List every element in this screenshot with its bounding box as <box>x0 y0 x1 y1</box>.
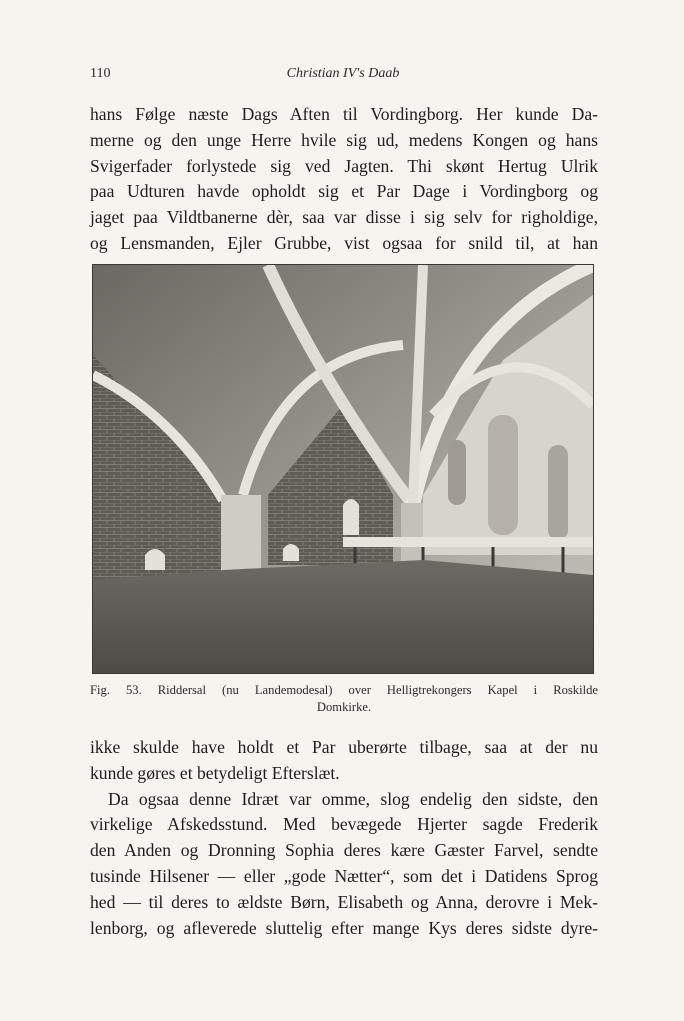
floor <box>93 560 593 673</box>
text-line: hans Følge næste Dags Aften til Vordingborg. Her kunde Da- <box>90 104 598 124</box>
figure-photograph-riddersal <box>92 264 594 674</box>
tall-window <box>488 415 518 535</box>
text-line: ikke skulde have holdt et Par uberørte tilbage, saa at der nu <box>90 737 598 757</box>
text-line: tusinde Hilsener — eller „gode Nætter“, som det i Datidens Sprog <box>90 865 598 886</box>
running-title: Christian IV's Daab <box>286 66 400 81</box>
page-number: 110 <box>90 66 111 81</box>
text-line: virkelige Afskedsstund. Med bevægede Hjerter sagde Frederik <box>90 814 598 835</box>
text-line: og Lensmanden, Ejler Grubbe, vist ogsaa for snild til, at han <box>90 232 598 253</box>
arched-doorway <box>283 544 299 561</box>
arched-window <box>343 499 359 535</box>
text-line: kunde gøres et betydeligt Efterslæt. <box>90 762 340 783</box>
arched-doorway <box>145 549 165 570</box>
pier <box>221 495 261 573</box>
text-line: Svigerfader forlystede sig ved Jagten. Thi skønt Hertug Ulrik <box>90 155 598 176</box>
running-head <box>90 66 596 86</box>
arched-window <box>548 445 568 540</box>
text-line: paa Udturen havde opholdt sig et Par Dage i Vordingborg og <box>90 181 598 202</box>
caption-line: Domkirke. <box>316 699 372 714</box>
text-line: jaget paa Vildtbanerne dèr, saa var disse i sig selv for righoldige, <box>90 207 598 228</box>
figure-caption <box>90 682 598 715</box>
caption-line: Fig. 53. Riddersal (nu Landemodesal) over Helligtrekongers Kapel i Roskilde <box>90 683 598 697</box>
long-table <box>343 537 593 547</box>
paragraph-bottom-2 <box>90 787 598 942</box>
text-line: Da ogsaa denne Idræt var omme, slog endelig den sidste, den <box>108 788 598 809</box>
arched-window <box>448 440 466 505</box>
vaulted-hall-illustration <box>93 265 593 673</box>
text-line: merne og den unge Herre hvile sig ud, medens Kongen og hans <box>90 129 598 150</box>
text-line: lenborg, og afleverede sluttelig efter mange Kys deres sidste dyre- <box>90 917 598 938</box>
paragraph-top <box>90 102 598 257</box>
paragraph-bottom-1 <box>90 735 598 787</box>
text-line: den Anden og Dronning Sophia deres kære Gæster Farvel, sendte <box>90 840 598 861</box>
text-line: hed — til deres to ældste Børn, Elisabeth og Anna, derovre i Mek- <box>90 891 598 912</box>
